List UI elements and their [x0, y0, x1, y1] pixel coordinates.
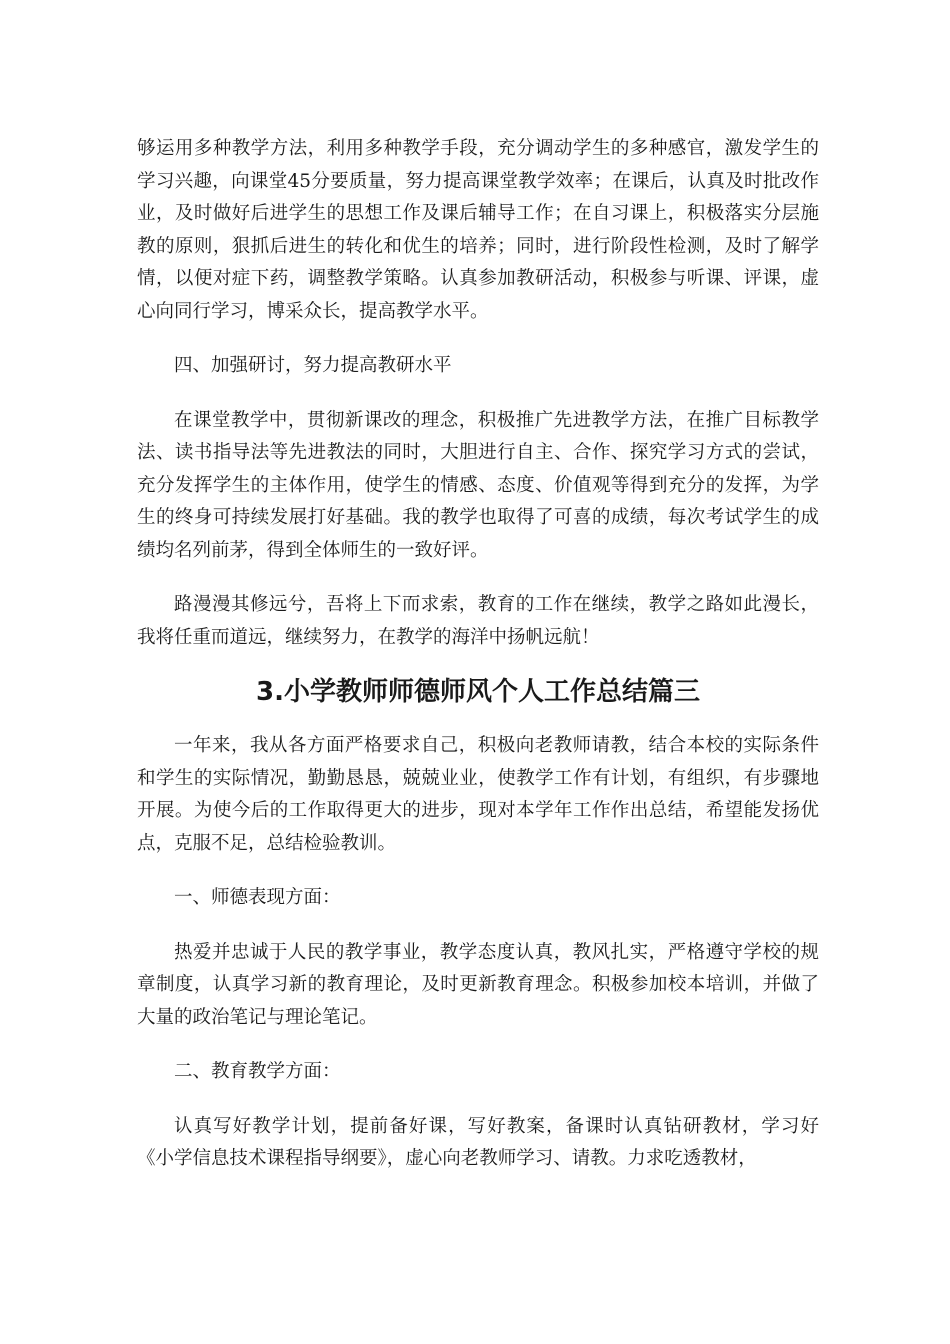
paragraph-gap: [137, 915, 819, 937]
document-page: [137, 133, 819, 1176]
paragraph-research: 在课堂教学中，贯彻新课改的理念，积极推广先进教学方法，在推广目标教学法、读书指导法等先进教法的同时，大胆进行自主、合作、探究学习方式的尝试，充分发挥学生的主体作用，使学生的情感、态度、价值观等得到充分的发挥，为学生的终身可持续发展打好基础。我的教学也取得了可喜的成绩，每次考试学生的成绩均名列前茅，得到全体师生的一致好评。: [137, 409, 819, 561]
paragraph-gap: [137, 383, 819, 405]
section-title: 3.小学教师师德师风个人工作总结篇三: [256, 677, 700, 707]
paragraph-continued: 够运用多种教学方法，利用多种教学手段，充分调动学生的多种感官，激发学生的学习兴趣，向课堂45分要质量，努力提高课堂教学效率；在课后，认真及时批改作业，及时做好后进学生的思想工作及课后辅导工作；在自习课上，积极落实分层施教的原则，狠抓后进生的转化和优生的培养；同时，进行阶段性检测，及时了解学情，以便对症下药，调整教学策略。认真参加教研活动，积极参与听课、评课，虚心向同行学习，博采众长，提高教学水平。: [137, 138, 819, 322]
paragraph-closing: 路漫漫其修远兮，吾将上下而求索，教育的工作在继续，教学之路如此漫长，我将任重而道远，继续努力，在教学的海洋中扬帆远航！: [137, 594, 819, 648]
paragraph-gap: [137, 328, 819, 350]
subheading-ethics: 一、师德表现方面：: [174, 887, 341, 908]
paragraph-ethics: 热爱并忠诚于人民的教学事业，教学态度认真，教风扎实，严格遵守学校的规章制度，认真学习新的教育理论，及时更新教育理念。积极参加校本培训，并做了大量的政治笔记与理论笔记。: [137, 941, 819, 1028]
title-gap: [137, 654, 819, 674]
paragraph-gap: [137, 1089, 819, 1111]
paragraph-gap: [137, 860, 819, 882]
paragraph-teaching: 认真写好教学计划，提前备好课，写好教案，备课时认真钻研教材，学习好《小学信息技术课程指导纲要》，虚心向老教师学习、请教。力求吃透教材，: [137, 1115, 819, 1169]
paragraph-gap: [137, 1034, 819, 1056]
subheading-research: 四、加强研讨，努力提高教研水平: [174, 355, 452, 376]
subheading-teaching: 二、教育教学方面：: [174, 1061, 341, 1082]
title-gap: [137, 710, 819, 730]
paragraph-intro: 一年来，我从各方面严格要求自己，积极向老教师请教，结合本校的实际条件和学生的实际情况，勤勤恳恳，兢兢业业，使教学工作有计划，有组织，有步骤地开展。为使今后的工作取得更大的进步，现对本学年工作作出总结，希望能发扬优点，克服不足，总结检验教训。: [137, 735, 819, 854]
paragraph-gap: [137, 567, 819, 589]
